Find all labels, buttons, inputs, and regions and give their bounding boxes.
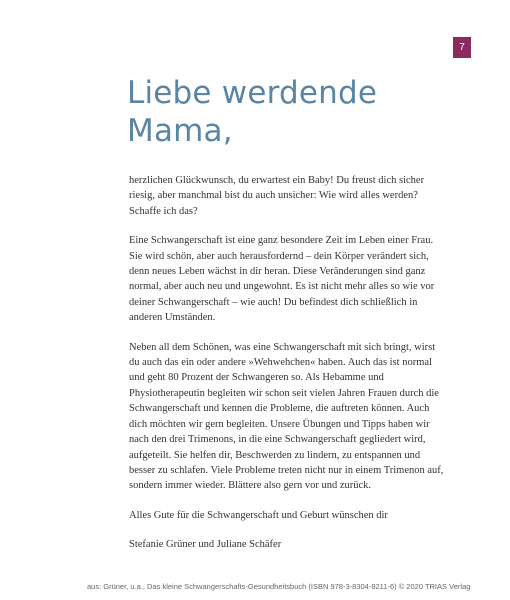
page-title (127, 74, 377, 150)
letter-body (129, 173, 447, 553)
closing-line: Alles Gute für die Schwangerschaft und Geburt wünschen dir (129, 509, 388, 521)
paragraph-2: Eine Schwangerschaft ist eine ganz besondere Zeit im Leben einer Frau. Sie wird schön, aber auch herausfordernd – dein Körper verändert sich, denn neues Leben wächst in dir heran. Diese Veränderungen sind ganz normal, aber auch neu und ungewohnt. Es ist nicht mehr alles so wie vor deiner Schwangerschaft – wie auch! Du befindest dich schließlich in anderen Umständen. (129, 235, 435, 324)
page-title-line-1: Liebe werdende (127, 75, 378, 111)
page-title-line-2: Mama, (127, 113, 233, 149)
page-number-badge: 7 (453, 37, 471, 58)
paragraph-3: Neben all dem Schönen, was eine Schwangerschaft mit sich bringt, wirst du auch das ein oder andere »Wehwehchen« haben. Auch das ist normal und geht 80 Prozent der Schwangeren so. Als Hebamme und Physiotherapeutin begleiten wir schon seit vielen Jahren Frauen durch die Schwangerschaft und kennen die Probleme, die auftreten können. Auch dich möchten wir gern begleiten. Unsere Übungen und Tipps haben wir nach den drei Trimenons, in die eine Schwangerschaft gegliedert wird, aufgeteilt. Sie helfen dir, Beschwerden zu lindern, zu entspannen und besser zu schlafen. Viele Probleme treten nicht nur in einem Trimenon auf, sondern immer wieder. Blättere also gern vor und zurück. (129, 341, 444, 492)
signature: Stefanie Grüner und Juliane Schäfer (129, 539, 282, 551)
page-footer-citation: aus: Grüner, u.a., Das kleine Schwangerschafts-Gesundheitsbuch (ISBN 978-3-8304-8211-6) © 2020 TRIAS Verlag (87, 582, 471, 591)
paragraph-1: herzlichen Glückwunsch, du erwartest ein Baby! Du freust dich sicher riesig, aber manchmal bist du auch unsicher: Wie wird alles werden? Schaffe ich das? (129, 175, 425, 217)
